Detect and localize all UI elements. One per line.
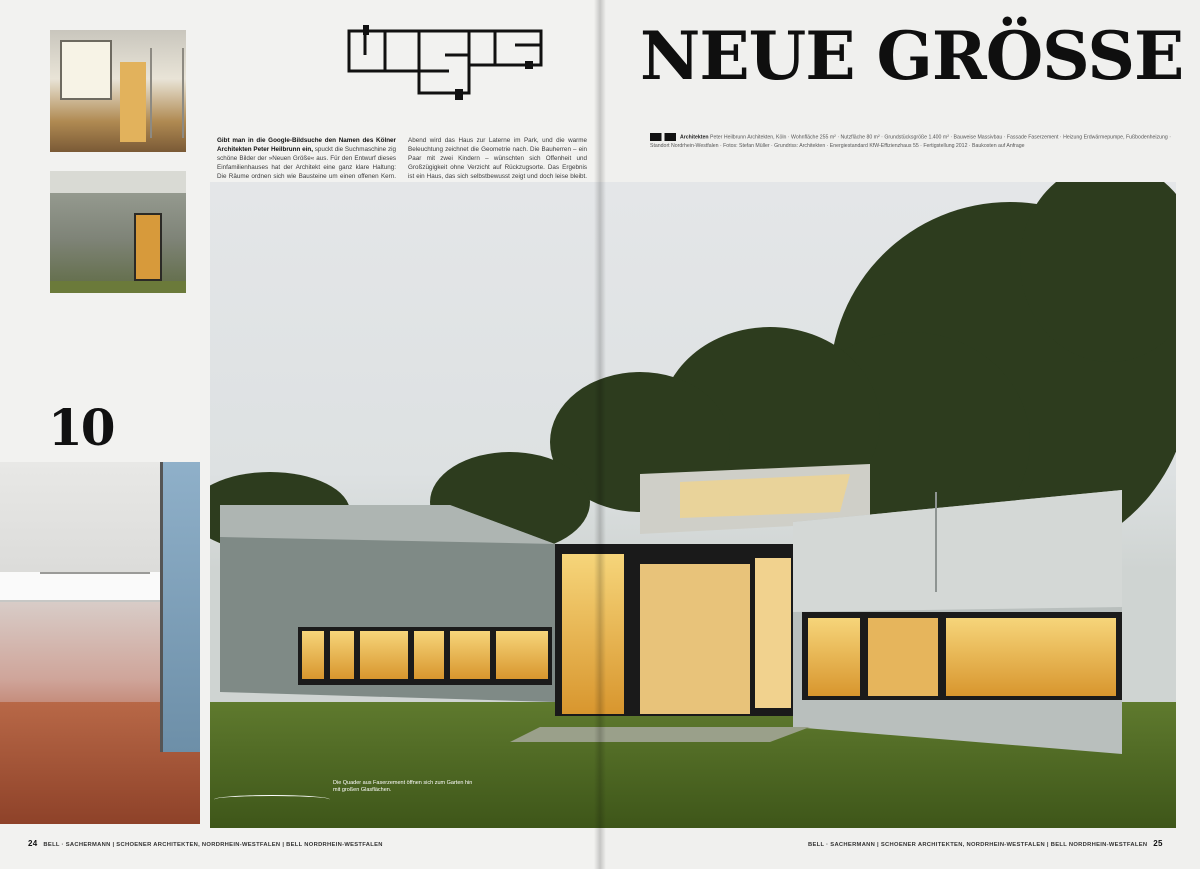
page-number-badge: 10: [48, 398, 114, 457]
project-info: [650, 133, 1180, 150]
floorplan-drawing: [345, 25, 545, 100]
footer-right-text: BELL · SACHERMANN | SCHOENER ARCHITEKTEN, NORDRHEIN-WESTFALEN | BELL NORDRHEIN-WESTFALEN: [808, 842, 1148, 848]
footer-left: [24, 839, 383, 848]
page-number-right: 25: [1153, 839, 1163, 848]
spread-gutter: [594, 0, 606, 869]
house-exterior-photo: [210, 182, 1176, 828]
info-label: Architekten: [680, 134, 709, 141]
article-title: NEUE GRÖSSE: [640, 17, 1184, 95]
interior-photo-thumbnail: [50, 30, 186, 152]
logo-mark-icon: [650, 133, 676, 141]
page-number-left: 24: [28, 839, 38, 848]
staircase-photo: [0, 462, 200, 824]
entrance-photo-thumbnail: [50, 171, 186, 293]
footer-left-text: BELL · SACHERMANN | SCHOENER ARCHITEKTEN, NORDRHEIN-WESTFALEN | BELL NORDRHEIN-WESTFALEN: [43, 842, 383, 848]
footer-right: [808, 839, 1167, 848]
info-text: Peter Heilbrunn Architekten, Köln · Wohnfläche 255 m² · Nutzfläche 80 m² · Grundstücksgröße 1.400 m² · Bauweise Massivbau · Fassade Faserzement · Heizung Erdwärmepumpe, Fußbodenheizung · Standort Nordrhein-Westfalen · Fotos: Stefan Müller · Grundriss: Architekten · Energiestandard KfW-Effizienzhaus 55 · Fertigstellung 2012 · Baukosten auf Anfrage: [650, 134, 1171, 149]
caption-pointer-line: [214, 795, 330, 804]
article-lead: Gibt man in die Google-Bildsuche den Namen des Kölner Architekten Peter Heilbrunn ein,: [217, 137, 396, 153]
photo-caption: Die Quader aus Faserzement öffnen sich zum Garten hin mit großen Glasflächen.: [333, 780, 473, 793]
article-body-text: spuckt die Suchmaschine zig schöne Bilder der »Neuen Größe« aus. Für den Entwurf dieses Einfamilienhauses hat der Architekt eine ganz klare Haltung: Die Räume ordnen sich wie Bausteine um einen offenen Kern. Abend wird das Haus zur Laterne im Park, und die warme Beleuchtung zeichnet die Geometrie nach. Die Bauherren – ein Paar mit zwei Kindern – wünschten sich Offenheit und Großzügigkeit ohne Verzicht auf Rückzugsorte. Das Ergebnis ist ein Haus, das sich selbstbewusst zeigt und doch leise bleibt.: [217, 137, 587, 180]
